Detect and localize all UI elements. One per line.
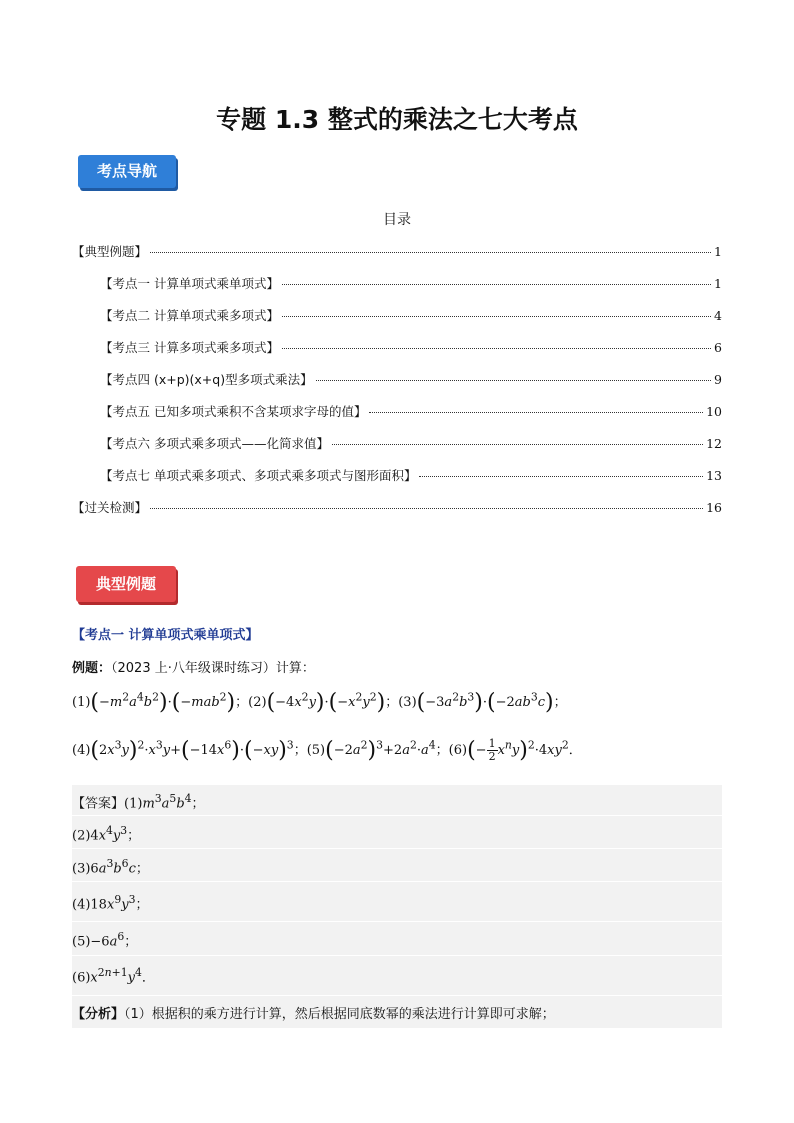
divider xyxy=(72,815,722,816)
toc-label: 【考点五 已知多项式乘积不含某项求字母的值】 xyxy=(100,404,367,419)
divider xyxy=(72,881,722,882)
toc-page: 1 xyxy=(714,276,722,291)
toc-page: 12 xyxy=(706,436,722,451)
toc-page: 9 xyxy=(714,372,722,387)
toc-row[interactable] xyxy=(100,434,722,452)
toc-label: 【考点三 计算多项式乘多项式】 xyxy=(100,340,279,355)
problem-row-1: $(1)(-m^2a^4b^2)\cdot(-mab^2)$；$(2)(-4x^2y)\cdot(-x^2y^2)$；$(3)(-3a^2b^3)\cdot(-2ab^3c)$； xyxy=(72,690,567,715)
analysis-label: 【分析】 xyxy=(72,1007,125,1022)
toc-page: 4 xyxy=(714,308,722,323)
toc-page: 1 xyxy=(714,244,722,259)
toc-page: 13 xyxy=(706,468,722,483)
divider xyxy=(72,848,722,849)
toc-label: 【典型例题】 xyxy=(72,244,148,259)
section-heading: 【考点一 计算单项式乘单项式】 xyxy=(72,628,259,643)
toc-row[interactable] xyxy=(100,370,722,388)
analysis-text: （1）根据积的乘方进行计算，然后根据同底数幂的乘法进行计算即可求解； xyxy=(124,1007,555,1022)
answer-row-4: $(4)18x^9y^3$； xyxy=(72,893,149,913)
divider xyxy=(72,955,722,956)
toc-page: 10 xyxy=(706,404,722,419)
toc-row[interactable] xyxy=(72,242,722,260)
toc-leader xyxy=(369,412,703,413)
divider xyxy=(72,921,722,922)
answer-box xyxy=(72,785,722,1028)
toc-row[interactable] xyxy=(72,498,722,516)
answer-row-1: 【答案】$(1)m^3a^5b^4$； xyxy=(72,792,205,812)
toc-leader xyxy=(150,508,703,509)
toc-label: 【考点一 计算单项式乘单项式】 xyxy=(100,276,279,291)
toc-row[interactable] xyxy=(100,338,722,356)
toc-label: 【考点七 单项式乘多项式、多项式乘多项式与图形面积】 xyxy=(100,468,417,483)
examples-badge: 典型例题 xyxy=(76,566,176,602)
toc-row[interactable] xyxy=(100,274,722,292)
toc-leader xyxy=(282,316,711,317)
toc-label: 【考点四 (x+p)(x+q)型多项式乘法】 xyxy=(100,372,313,387)
toc-label: 【考点二 计算单项式乘多项式】 xyxy=(100,308,279,323)
answer-label: 【答案】 xyxy=(72,796,125,812)
toc-page: 16 xyxy=(706,500,722,515)
toc-row[interactable] xyxy=(100,466,722,484)
toc-leader xyxy=(316,380,711,381)
divider xyxy=(72,995,722,996)
toc-leader xyxy=(332,444,703,445)
toc-row[interactable] xyxy=(100,306,722,324)
toc-label: 【考点六 多项式乘多项式——化简求值】 xyxy=(100,436,329,451)
answer-row-2: $(2)4x^4y^3$； xyxy=(72,824,141,844)
page-title: 专题 1.3 整式的乘法之七大考点 xyxy=(216,105,578,134)
example-text: （2023 上·八年级课时练习）计算： xyxy=(111,661,315,676)
example-intro xyxy=(72,657,315,676)
answer-row-5: $(5)-6a^6$； xyxy=(72,930,138,950)
problem-row-2: $(4)(2x^3y)^2\cdot x^3y+(-14x^6)\cdot(-xy)^3$；$(5)(-2a^2)^3+2a^2\cdot a^4$；(6)(− $\frac{1}{2}$ $x^ny)^2\cdot 4xy^2$． xyxy=(72,737,582,763)
analysis-row xyxy=(72,1003,555,1022)
toc-leader xyxy=(282,348,711,349)
toc-row[interactable] xyxy=(100,402,722,420)
toc-leader xyxy=(419,476,703,477)
toc-leader xyxy=(150,252,711,253)
toc-title: 目录 xyxy=(383,212,411,228)
toc-label: 【过关检测】 xyxy=(72,500,148,515)
nav-badge: 考点导航 xyxy=(78,155,176,188)
answer-row-3: $(3)6a^3b^6c$； xyxy=(72,857,149,877)
example-label: 例题： xyxy=(72,661,112,676)
answer-row-6: $(6)x^{2n+1}y^4$． xyxy=(72,966,155,986)
toc-page: 6 xyxy=(714,340,722,355)
toc-leader xyxy=(282,284,711,285)
